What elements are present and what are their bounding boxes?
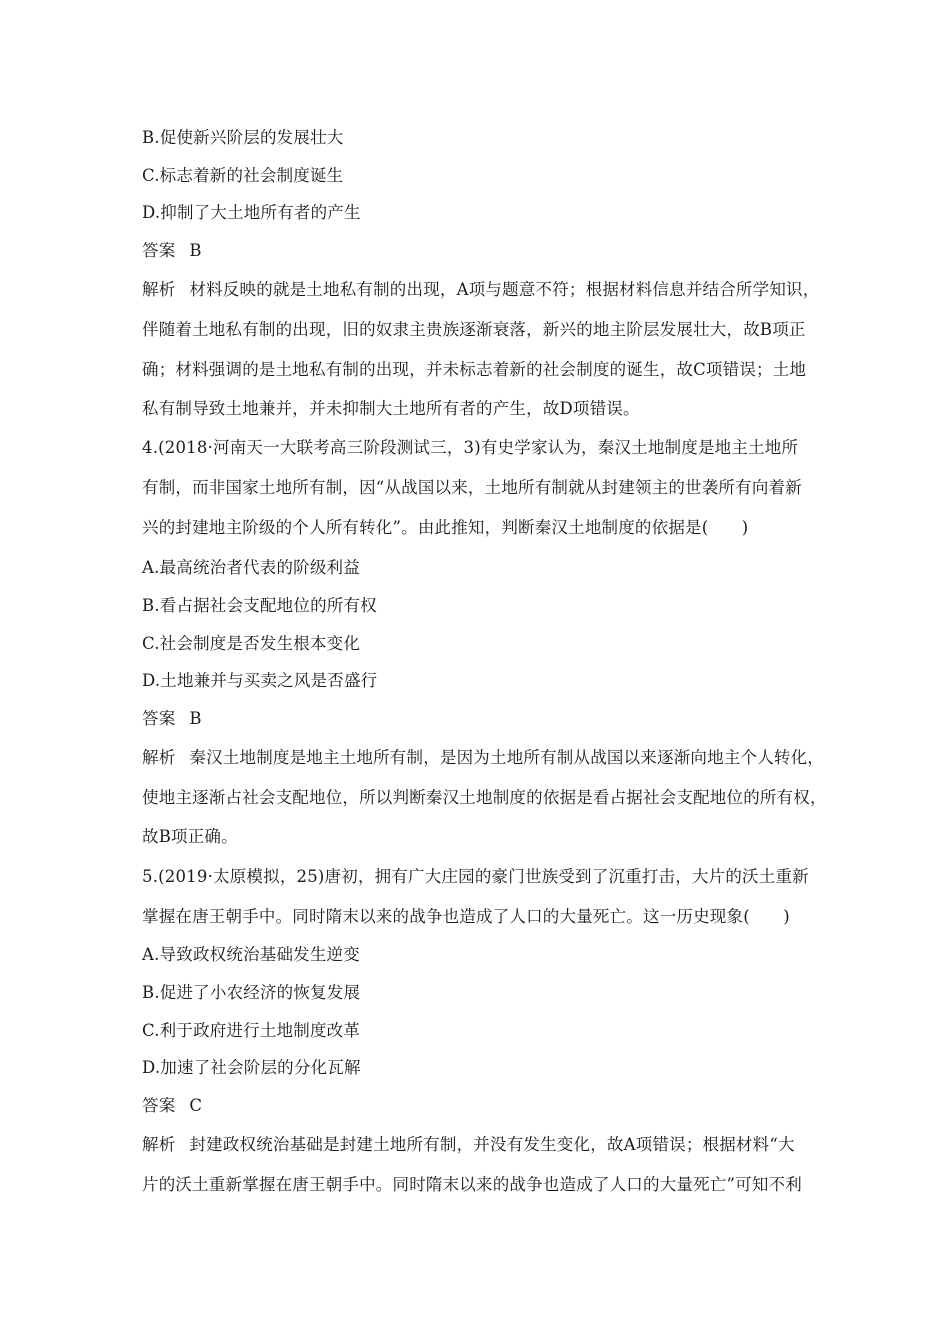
analysis-text: 秦汉土地制度是地主土地所有制，是因为土地所有制从战国以来逐渐向地主个人转化，	[189, 748, 825, 767]
analysis-label: 解析	[142, 280, 176, 299]
q4-analysis-line: 故B项正确。	[142, 827, 238, 846]
q3-analysis-line: 确；材料强调的是土地私有制的出现，并未标志着新的社会制度的诞生，故C项错误；土地	[142, 360, 807, 379]
q4-answer	[142, 709, 822, 729]
q5-option-c: C.利于政府进行土地制度改革	[142, 1021, 361, 1040]
q4-option-b: B.看占据社会支配地位的所有权	[142, 596, 377, 615]
q3-option-b: B.促使新兴阶层的发展壮大	[142, 128, 344, 147]
q3-answer	[142, 241, 822, 261]
answer-value: B	[189, 709, 202, 728]
q4-option-d: D.土地兼并与买卖之风是否盛行	[142, 671, 378, 690]
analysis-text: 材料反映的就是土地私有制的出现，A项与题意不符；根据材料信息并结合所学知识，	[189, 280, 820, 299]
q3-option-d: D.抑制了大土地所有者的产生	[142, 203, 361, 222]
q3-option-c: C.标志着新的社会制度诞生	[142, 166, 344, 185]
analysis-text: 封建政权统治基础是封建土地所有制，并没有发生变化，故A项错误；根据材料“大	[189, 1135, 795, 1154]
q3-analysis-line: 伴随着土地私有制的出现，旧的奴隶主贵族逐渐衰落，新兴的地主阶层发展壮大，故B项正	[142, 320, 806, 339]
q3-analysis-line: 私有制导致土地兼并，并未抑制大土地所有者的产生，故D项错误。	[142, 399, 640, 418]
q4-stem-line: 4.(2018·河南天一大联考高三阶段测试三，3)有史学家认为，秦汉土地制度是地主土地所	[142, 438, 799, 457]
q4-stem-line: 有制，而非国家土地所有制，因“从战国以来，土地所有制就从封建领主的世袭所有向着新	[142, 478, 802, 497]
answer-label: 答案	[142, 1096, 176, 1115]
q5-option-a: A.导致政权统治基础发生逆变	[142, 945, 360, 964]
analysis-label: 解析	[142, 748, 176, 767]
analysis-label: 解析	[142, 1135, 176, 1154]
q5-option-d: D.加速了社会阶层的分化瓦解	[142, 1058, 361, 1077]
q5-analysis-line: 片的沃土重新掌握在唐王朝手中。同时隋末以来的战争也造成了人口的大量死亡”可知不利	[142, 1175, 802, 1194]
q5-analysis-line	[142, 1135, 822, 1155]
q4-analysis-line	[142, 748, 825, 768]
q5-option-b: B.促进了小农经济的恢复发展	[142, 983, 361, 1002]
q5-answer	[142, 1096, 822, 1116]
q3-analysis-line	[142, 280, 822, 300]
answer-label: 答案	[142, 241, 176, 260]
q4-option-c: C.社会制度是否发生根本变化	[142, 634, 361, 653]
q5-stem-line: 5.(2019·太原模拟，25)唐初，拥有广大庄园的豪门世族受到了沉重打击，大片的沃土重新	[142, 867, 809, 886]
answer-label: 答案	[142, 709, 176, 728]
q4-analysis-line: 使地主逐渐占社会支配地位，所以判断秦汉土地制度的依据是看占据社会支配地位的所有权，	[142, 788, 827, 807]
answer-value: B	[189, 241, 202, 260]
answer-value: C	[189, 1096, 203, 1115]
q5-stem-line: 掌握在唐王朝手中。同时隋末以来的战争也造成了人口的大量死亡。这一历史现象( )	[142, 907, 790, 926]
q4-stem-line: 兴的封建地主阶级的个人所有转化”。由此推知，判断秦汉土地制度的依据是( )	[142, 518, 749, 537]
q4-option-a: A.最高统治者代表的阶级利益	[142, 558, 360, 577]
